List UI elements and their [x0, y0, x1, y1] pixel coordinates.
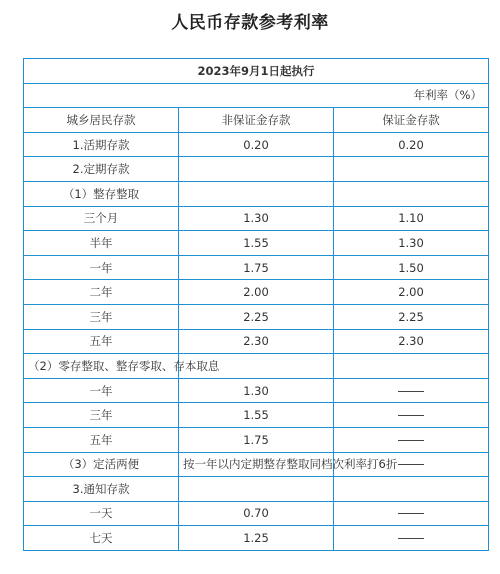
non-margin-rate	[179, 181, 334, 206]
rate-table-body	[24, 59, 489, 551]
margin-rate	[334, 181, 489, 206]
non-margin-rate: 按一年以内定期整存整取同档次利率打6折	[179, 452, 334, 477]
non-margin-rate: 2.00	[179, 280, 334, 305]
table-row	[24, 501, 489, 526]
table-row	[24, 157, 489, 182]
unit-row	[24, 83, 489, 108]
header-row	[24, 108, 489, 133]
table-row	[24, 304, 489, 329]
margin-rate: 2.00	[334, 280, 489, 305]
non-margin-rate: 0.20	[179, 132, 334, 157]
row-label: 三年	[24, 304, 179, 329]
row-label: 一天	[24, 501, 179, 526]
margin-rate: 0.20	[334, 132, 489, 157]
row-label: 五年	[24, 427, 179, 452]
effective-date: 2023年9月1日起执行	[24, 59, 489, 84]
not-applicable-dash	[398, 415, 424, 416]
row-label: 三年	[24, 403, 179, 428]
margin-rate: 1.50	[334, 255, 489, 280]
non-margin-rate: 1.25	[179, 526, 334, 551]
table-row	[24, 231, 489, 256]
table-row	[24, 354, 489, 379]
margin-rate: 2.25	[334, 304, 489, 329]
not-applicable-dash	[398, 513, 424, 514]
table-row	[24, 329, 489, 354]
row-label: 三个月	[24, 206, 179, 231]
row-label: 1.活期存款	[24, 132, 179, 157]
row-label: 2.定期存款	[24, 157, 179, 182]
row-label: （3）定活两便	[24, 452, 179, 477]
non-margin-rate: 1.30	[179, 206, 334, 231]
row-label: 半年	[24, 231, 179, 256]
unit-label: 年利率（%）	[24, 83, 489, 108]
row-label: 一年	[24, 255, 179, 280]
margin-rate	[334, 526, 489, 551]
table-row	[24, 526, 489, 551]
table-row	[24, 427, 489, 452]
non-margin-rate: 1.55	[179, 231, 334, 256]
header-margin-deposit: 保证金存款	[334, 108, 489, 133]
margin-rate	[334, 378, 489, 403]
effective-date-row	[24, 59, 489, 84]
margin-rate: 2.30	[334, 329, 489, 354]
row-label: 二年	[24, 280, 179, 305]
row-label: 七天	[24, 526, 179, 551]
non-margin-rate	[179, 477, 334, 502]
row-label: 一年	[24, 378, 179, 403]
header-non-margin-deposit: 非保证金存款	[179, 108, 334, 133]
table-row	[24, 255, 489, 280]
non-margin-rate	[179, 157, 334, 182]
not-applicable-dash	[398, 440, 424, 441]
table-row	[24, 378, 489, 403]
row-label: （1）整存整取	[24, 181, 179, 206]
header-resident-deposit: 城乡居民存款	[24, 108, 179, 133]
margin-rate	[334, 157, 489, 182]
non-margin-rate: 0.70	[179, 501, 334, 526]
non-margin-rate: 1.55	[179, 403, 334, 428]
margin-rate	[334, 354, 489, 379]
margin-rate: 1.30	[334, 231, 489, 256]
non-margin-rate: 2.30	[179, 329, 334, 354]
non-margin-rate: 1.75	[179, 427, 334, 452]
margin-rate	[334, 427, 489, 452]
table-row	[24, 280, 489, 305]
table-row	[24, 132, 489, 157]
non-margin-rate: 1.30	[179, 378, 334, 403]
row-label: （2）零存整取、整存零取、存本取息	[24, 354, 179, 379]
table-row	[24, 181, 489, 206]
page-title: 人民币存款参考利率	[171, 13, 329, 33]
non-margin-rate: 2.25	[179, 304, 334, 329]
not-applicable-dash	[398, 464, 424, 465]
margin-rate	[334, 501, 489, 526]
not-applicable-dash	[398, 538, 424, 539]
non-margin-rate: 1.75	[179, 255, 334, 280]
margin-rate: 1.10	[334, 206, 489, 231]
row-label: 3.通知存款	[24, 477, 179, 502]
table-row	[24, 452, 489, 477]
table-row	[24, 206, 489, 231]
table-row	[24, 403, 489, 428]
not-applicable-dash	[398, 391, 424, 392]
table-row	[24, 477, 489, 502]
margin-rate	[334, 403, 489, 428]
margin-rate	[334, 477, 489, 502]
row-label: 五年	[24, 329, 179, 354]
deposit-rate-table	[23, 58, 489, 551]
